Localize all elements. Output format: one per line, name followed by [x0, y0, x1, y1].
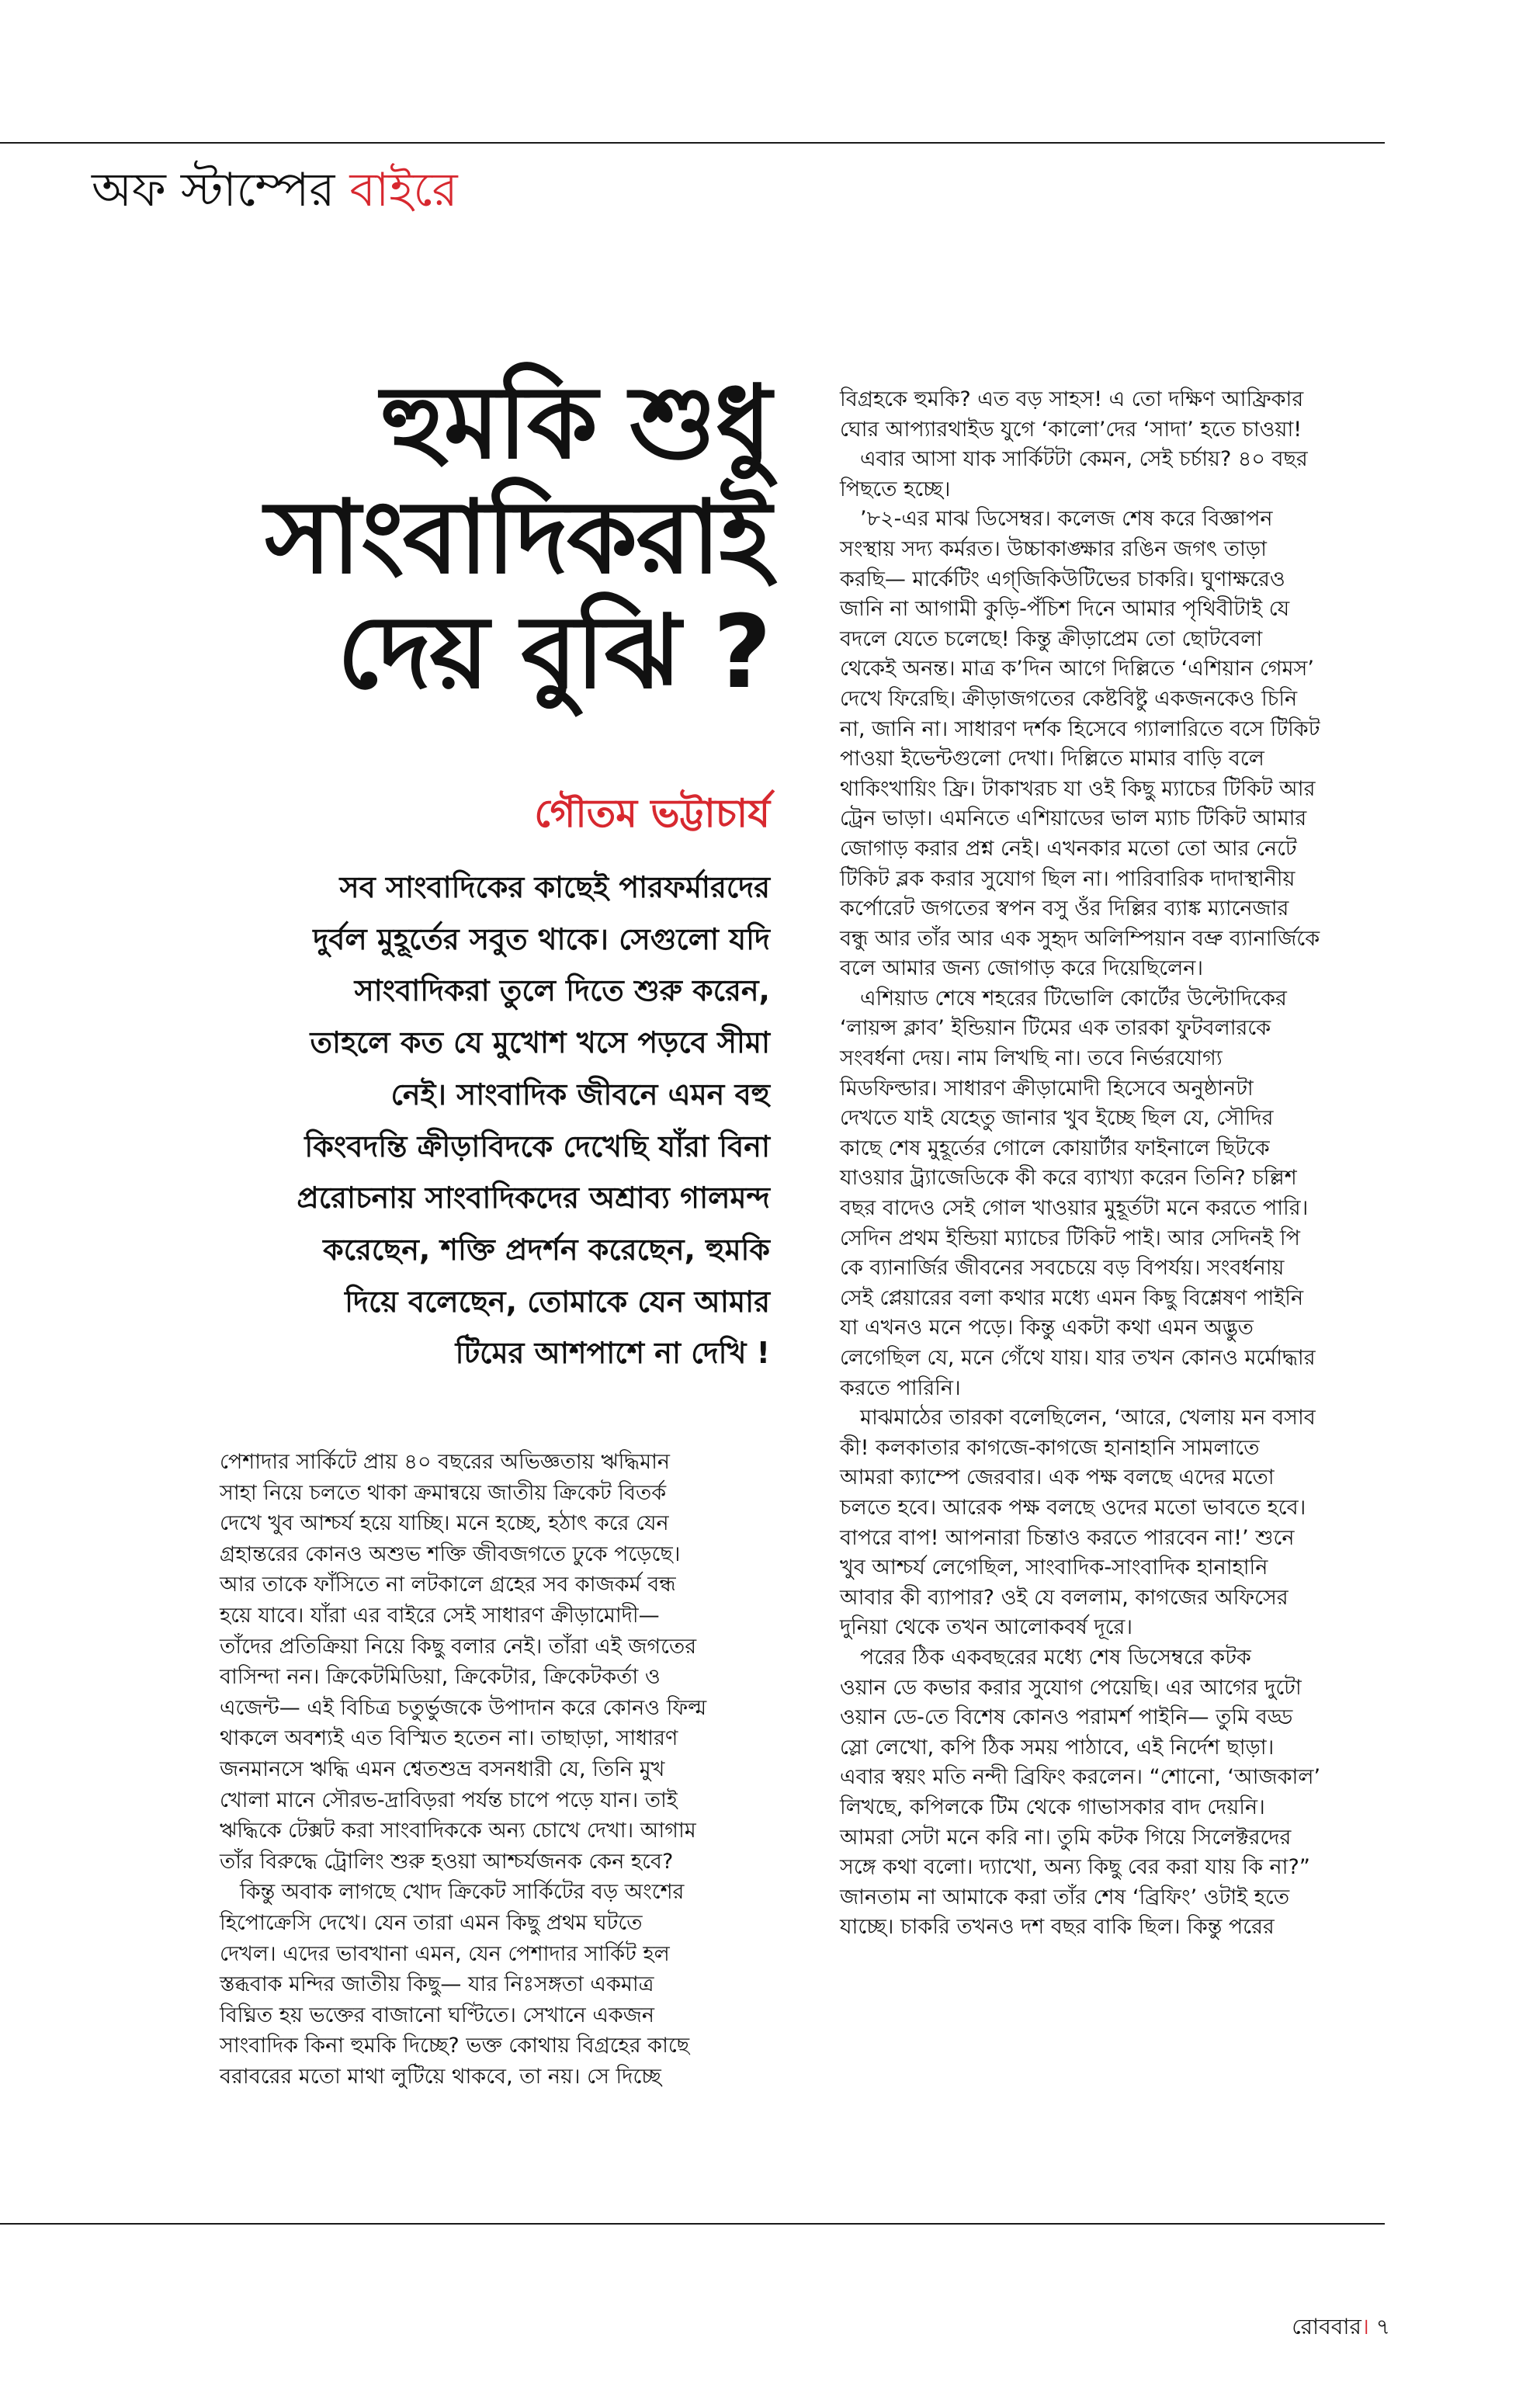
body-line: বন্ধু আর তাঁর আর এক সুহৃদ অলিম্পিয়ান বভ্রু ব্যানার্জিকে: [840, 926, 1320, 951]
body-line: ঘোর আপ্যারথাইড যুগে ‘কালো’দের ‘সাদা’ হতে চাওয়া!: [840, 417, 1302, 442]
headline-line: সাংবাদিকরাই: [265, 478, 770, 596]
body-line: চলতে হবে। আরেক পক্ষ বলছে ওদের মতো ভাবতে হবে।: [840, 1495, 1306, 1520]
body-line: বদলে যেতে চলেছে! কিন্তু ক্রীড়াপ্রেম তো ছোটবেলা: [840, 626, 1263, 651]
body-line: ট্রেন ভাড়া। এমনিতে এশিয়াডের ভাল ম্যাচ টিকিট আমার: [840, 806, 1307, 831]
body-line: আর তাকে ফাঁসিতে না লটকালে গ্রহের সব কাজকর্ম বন্ধ: [220, 1573, 676, 1597]
page-number: ৭: [1375, 2314, 1390, 2339]
body-line: খোলা মানে সৌরভ-দ্রাবিড়রা পর্যন্ত চাপে পড়ে যান। তাই: [220, 1788, 678, 1812]
body-line: হয়ে যাবে। যাঁরা এর বাইরে সেই সাধারণ ক্রীড়ামোদী—: [220, 1603, 660, 1628]
body-line: টিকিট ব্লক করার সুযোগ ছিল না। পারিবারিক দাদাস্থানীয়: [840, 866, 1295, 891]
body-line: দেখল। এদের ভাবখানা এমন, যেন পেশাদার সার্কিট হল: [220, 1941, 670, 1966]
standfirst-line: করেছেন, শক্তি প্রদর্শন করেছেন, হুমকি: [323, 1232, 770, 1267]
body-line: যাওয়ার ট্র্যাজেডিকে কী করে ব্যাখ্যা করেন তিনি? চল্লিশ: [840, 1166, 1297, 1191]
body-line: পাওয়া ইভেন্টগুলো দেখা। দিল্লিতে মামার বাড়ি বলে: [840, 747, 1264, 772]
body-line: সেদিন প্রথম ইন্ডিয়া ম্যাচের টিকিট পাই। আর সেদিনই পি: [840, 1226, 1300, 1250]
body-line: স্লো লেখো, কপি ঠিক সময় পাঠাবে, এই নির্দেশ ছাড়া।: [840, 1735, 1275, 1760]
standfirst-line: সব সাংবাদিকের কাছেই পারফর্মারদের: [339, 870, 770, 904]
body-line: বরাবরের মতো মাথা লুটিয়ে থাকবে, তা নয়। সে দিচ্ছে: [220, 2064, 661, 2089]
body-line: কাছে শেষ মুহূর্তের গোলে কোয়ার্টার ফাইনালে ছিটকে: [840, 1136, 1270, 1160]
standfirst-line: কিংবদন্তি ক্রীড়াবিদকে দেখেছি যাঁরা বিনা: [304, 1129, 770, 1164]
body-line: ‘লায়ন্স ক্লাব’ ইন্ডিয়ান টিমের এক তারকা ফুটবলারকে: [840, 1016, 1271, 1041]
standfirst-line: প্ররোচনায় সাংবাদিকদের অশ্রাব্য গালমন্দ: [297, 1181, 770, 1216]
top-rule: [0, 142, 1385, 144]
body-line: বিঘ্নিত হয় ভক্তের বাজানো ঘণ্টিতে। সেখানে একজন: [220, 2003, 655, 2027]
body-line: পরের ঠিক একবছরের মধ্যে শেষ ডিসেম্বরে কটক: [860, 1645, 1251, 1670]
section-title-part1: অফ স্টাম্পের: [92, 163, 335, 217]
body-line: বিগ্রহকে হুমকি? এত বড় সাহস! এ তো দক্ষিণ আফ্রিকার: [840, 387, 1304, 411]
standfirst-line: তাহলে কত যে মুখোশ খসে পড়বে সীমা: [310, 1025, 770, 1060]
section-title-part2: বাইরে: [349, 163, 458, 217]
body-column-right: [840, 385, 1383, 1943]
body-line: করছি— মার্কেটিং এগ্‌জিকিউটিভের চাকরি। ঘুণাক্ষরেও: [840, 567, 1285, 591]
body-line: গ্রহান্তরের কোনও অশুভ শক্তি জীবজগতে ঢুকে পড়েছে।: [220, 1542, 681, 1566]
body-line: ঋদ্ধিকে টেক্সট করা সাংবাদিককে অন্য চোখে দেখা। আগাম: [220, 1819, 696, 1843]
body-line: দেখে ফিরেছি। ক্রীড়াজগতের কেষ্টবিষ্টু একজনকেও চিনি: [840, 686, 1298, 711]
body-column-left: [220, 1447, 771, 2092]
section-heading: [92, 159, 458, 221]
body-line: যা এখনও মনে পড়ে। কিন্তু একটা কথা এমন অদ্ভুত: [840, 1316, 1254, 1340]
standfirst-line: টিমের আশপাশে না দেখি !: [455, 1336, 770, 1371]
body-line: বাসিন্দা নন। ক্রিকেটমিডিয়া, ক্রিকেটার, ক্রিকেটকর্তা ও: [220, 1665, 661, 1690]
body-line: না, জানি না। সাধারণ দর্শক হিসেবে গ্যালারিতে বসে টিকিট: [840, 716, 1320, 741]
body-line: সংস্থায় সদ্য কর্মরত। উচ্চাকাঙ্ক্ষার রঙিন জগৎ তাড়া: [840, 536, 1267, 561]
body-line: আমরা ক্যাম্পে জেরবার। এক পক্ষ বলছে এদের মতো: [840, 1465, 1275, 1490]
body-line: তাঁর বিরুদ্ধে ট্রোলিং শুরু হওয়া আশ্চর্যজনক কেন হবে?: [220, 1849, 674, 1874]
standfirst-line: সাংবাদিকরা তুলে দিতে শুরু করেন,: [354, 973, 770, 1008]
body-line: কী! কলকাতার কাগজে-কাগজে হানাহানি সামলাতে: [840, 1435, 1260, 1460]
body-line: এশিয়াড শেষে শহরের টিভোলি কোর্টের উল্টোদিকের: [860, 986, 1287, 1011]
body-line: পেশাদার সার্কিটে প্রায় ৪০ বছরের অভিজ্ঞতায় ঋদ্ধিমান: [220, 1450, 671, 1474]
body-line: ওয়ান ডে-তে বিশেষ কোনও পরামর্শ পাইনি— তুমি বড্ড: [840, 1705, 1293, 1730]
body-line: জনমানসে ঋদ্ধি এমন শ্বেতশুভ্র বসনধারী যে, তিনি মুখ: [220, 1757, 665, 1781]
body-line: আবার কী ব্যাপার? ওই যে বললাম, কাগজের অফিসের: [840, 1585, 1289, 1610]
standfirst-line: দুর্বল মুহূর্তের সবুত থাকে। সেগুলো যদি: [313, 921, 770, 956]
standfirst-line: নেই। সাংবাদিক জীবনে এমন বহু: [390, 1077, 770, 1112]
body-line: বাপরে বাপ! আপনারা চিন্তাও করতে পারবেন না!’ শুনে: [840, 1525, 1295, 1550]
body-line: থাকিংখায়িং ফ্রি। টাকাখরচ যা ওই কিছু ম্যাচের টিকিট আর: [840, 776, 1316, 801]
body-line: লিখছে, কপিলকে টিম থেকে গাভাসকার বাদ দেয়নি।: [840, 1795, 1265, 1819]
body-line: মিডফিল্ডার। সাধারণ ক্রীড়ামোদী হিসেবে অনুষ্ঠানটা: [840, 1076, 1254, 1101]
body-line: এজেন্ট— এই বিচিত্র চতুর্ভুজকে উপাদান করে কোনও ফিল্ম: [220, 1695, 707, 1720]
headline-line: দেয় বুঝি ?: [337, 593, 770, 711]
body-line: সেই প্লেয়ারের বলা কথার মধ্যে এমন কিছু বিশ্লেষণ পাইনি: [840, 1285, 1304, 1310]
body-line: সাহা নিয়ে চলতে থাকা ক্রমান্বয়ে জাতীয় ক্রিকেট বিতর্ক: [220, 1480, 667, 1505]
body-line: মাঝমাঠের তারকা বলেছিলেন, ‘আরে, খেলায় মন বসাব: [860, 1406, 1316, 1431]
page-folio: [1292, 2311, 1390, 2343]
body-line: যাচ্ছে। চাকরি তখনও দশ বছর বাকি ছিল। কিন্তু পরের: [840, 1915, 1275, 1940]
body-line: এবার স্বয়ং মতি নন্দী ব্রিফিং করলেন। “শোনো, ‘আজকাল’: [840, 1765, 1321, 1790]
body-line: এবার আসা যাক সার্কিটটা কেমন, সেই চর্চায়? ৪০ বছর: [860, 447, 1308, 472]
body-line: পিছতে হচ্ছে।: [840, 477, 951, 501]
body-line: বছর বাদেও সেই গোল খাওয়ার মুহূর্তটা মনে করতে পারি।: [840, 1196, 1309, 1221]
body-line: থেকেই অনন্ত। মাত্র ক’দিন আগে দিল্লিতে ‘এশিয়ান গেমস’: [840, 657, 1314, 681]
standfirst: [102, 862, 770, 1379]
body-line: বলে আমার জন্য জোগাড় করে দিয়েছিলেন।: [840, 956, 1203, 981]
body-line: তাঁদের প্রতিক্রিয়া নিয়ে কিছু বলার নেই। তাঁরা এই জগতের: [220, 1634, 697, 1659]
body-line: দেখতে যাই যেহেতু জানার খুব ইচ্ছে ছিল যে, সৌদির: [840, 1106, 1274, 1131]
body-line: কর্পোরেট জগতের স্বপন বসু ওঁর দিল্লির ব্যাঙ্ক ম্যানেজার: [840, 897, 1289, 921]
body-line: হিপোক্রেসি দেখে। যেন তারা এমন কিছু প্রথম ঘটতে: [220, 1910, 643, 1935]
bottom-rule: [0, 2223, 1385, 2225]
body-line: জোগাড় করার প্রশ্ন নেই। এখনকার মতো তো আর নেটে: [840, 836, 1297, 861]
body-line: আমরা সেটা মনে করি না। তুমি কটক গিয়ে সিলেক্টরদের: [840, 1825, 1292, 1850]
body-line: স্তব্ধবাক মন্দির জাতীয় কিছু— যার নিঃসঙ্গতা একমাত্র: [220, 1972, 654, 1997]
body-line: সাংবাদিক কিনা হুমকি দিচ্ছে? ভক্ত কোথায় বিগ্রহের কাছে: [220, 2034, 690, 2058]
body-line: দুনিয়া থেকে তখন আলোকবর্ষ দূরে।: [840, 1615, 1133, 1640]
body-line: ওয়ান ডে কভার করার সুযোগ পেয়েছি। এর আগের দুটো: [840, 1675, 1302, 1700]
body-line: সংবর্ধনা দেয়। নাম লিখছি না। তবে নির্ভরযোগ্য: [840, 1046, 1223, 1071]
standfirst-line: দিয়ে বলেছেন, তোমাকে যেন আমার: [345, 1284, 770, 1319]
body-line: কিন্তু অবাক লাগছে খোদ ক্রিকেট সার্কিটের বড় অংশের: [240, 1880, 685, 1905]
magazine-name: রোববার: [1292, 2314, 1361, 2339]
body-line: কে ব্যানার্জির জীবনের সবচেয়ে বড় বিপর্যয়। সংবর্ধনায়: [840, 1256, 1285, 1281]
author-byline: গৌতম ভট্টাচার্য: [534, 791, 770, 836]
body-line: জানি না আগামী কুড়ি-পঁচিশ দিনে আমার পৃথিবীটাই যে: [840, 597, 1290, 622]
body-line: খুব আশ্চর্য লেগেছিল, সাংবাদিক-সাংবাদিক হানাহানি: [840, 1555, 1268, 1580]
body-line: লেগেছিল যে, মনে গেঁথে যায়। যার তখন কোনও মর্মোদ্ধার: [840, 1346, 1316, 1370]
body-line: দেখে খুব আশ্চর্য হয়ে যাচ্ছি। মনে হচ্ছে, হঠাৎ করে যেন: [220, 1511, 669, 1536]
body-line: ’৮২-এর মাঝ ডিসেম্বর। কলেজ শেষ করে বিজ্ঞাপন: [860, 507, 1273, 532]
body-line: সঙ্গে কথা বলো। দ্যাখো, অন্য কিছু বের করা যায় কি না?”: [840, 1855, 1310, 1880]
folio-separator: ।: [1361, 2314, 1369, 2339]
headline-line: হুমকি শুধু: [380, 363, 770, 481]
body-line: থাকলে অবশ্যই এত বিস্মিত হতেন না। তাছাড়া, সাধারণ: [220, 1726, 678, 1751]
body-line: করতে পারিনি।: [840, 1375, 961, 1400]
headline: [0, 365, 770, 709]
body-line: জানতাম না আমাকে করা তাঁর শেষ ‘ব্রিফিং’ ওটাই হতে: [840, 1885, 1290, 1909]
